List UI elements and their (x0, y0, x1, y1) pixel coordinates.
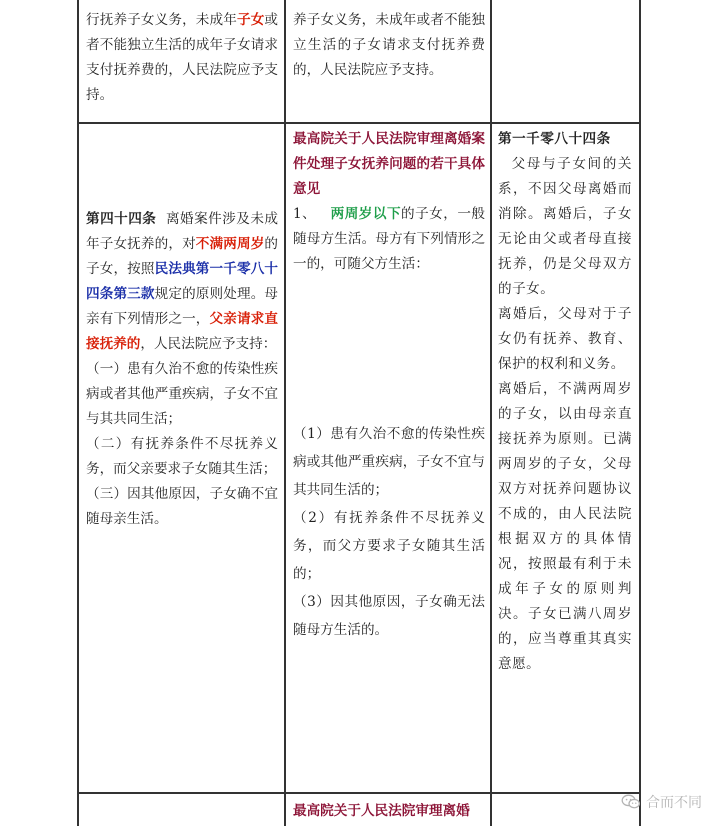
wechat-icon (621, 794, 641, 810)
article-44-text (86, 207, 278, 357)
list-item: （三）因其他原因，子女确不宜随母亲生活。 (86, 486, 278, 527)
opinion-heading: 最高院关于人民法院审理离婚案件处理子女抚养问题的若干具体意见 (293, 131, 485, 197)
list-item: （3）因其他原因，子女确无法随母方生活的。 (293, 594, 485, 638)
list-item: （2）有抚养条件不尽抚养义务，而父方要求子女随其生活的； (293, 510, 485, 582)
text-run: 或者不能独立生活的成年子女请求支付抚养费的，人民法院应予支持。 (86, 12, 279, 103)
highlight-blue: 民法典第一千零八十四条第三款 (86, 261, 279, 302)
row2-col2-cell (293, 127, 485, 277)
article-1084-title: 第一千零八十四条 (498, 131, 611, 147)
row1-col2-text: 养子女义务，未成年或者不能独立生活的子女请求支付抚养费的，人民法院应予支持。 (293, 12, 485, 78)
table-row-divider-2 (77, 792, 640, 794)
highlight-red: 子女 (236, 12, 265, 28)
highlight-red: 父亲请求直接抚养的 (86, 311, 279, 352)
table-border-left (77, 0, 79, 826)
text-run: 规定的原则处理。母亲有下列情形之一， (86, 286, 279, 327)
watermark (621, 792, 702, 812)
text-run: 行抚养子女义务，未成年 (86, 12, 237, 28)
table-row-divider-1 (77, 122, 640, 124)
list-item: （一）患有久治不愈的传染性疾病或者其他严重疾病，子女不宜与其共同生活； (86, 361, 278, 427)
text-run: 的子女，一般随母方生活。母方有下列情形之一的，可随父方生活： (293, 206, 486, 272)
text-run: 1、 (293, 206, 317, 222)
row1-col1-cell (86, 8, 278, 108)
opinion-paragraph (293, 202, 485, 277)
row3-col2-cell (293, 799, 485, 824)
row1-col1-text (86, 8, 278, 108)
row2-col3-cell (498, 127, 632, 677)
table-border-col3 (490, 0, 492, 826)
row1-col2-cell (293, 8, 485, 83)
text-run: ，人民法院应予支持： (140, 336, 277, 352)
list-item: （1）患有久治不愈的传染性疾病或其他严重疾病，子女不宜与其共同生活的； (293, 426, 485, 498)
table-border-right (639, 0, 641, 826)
row2-col1-cell (86, 207, 278, 532)
article-paragraph: 离婚后，父母对于子女仍有抚养、教育、保护的权利和义务。 (498, 306, 632, 372)
row2-col2-list (293, 420, 485, 644)
article-paragraph: 父母与子女间的关系，不因父母离婚而消除。离婚后，子女无论由父或者母直接抚养，仍是父母双方的子女。 (498, 156, 632, 297)
article-title: 第四十四条 (86, 211, 157, 227)
table-border-col2 (284, 0, 286, 826)
opinion-heading: 最高院关于人民法院审理离婚 (293, 803, 470, 819)
text-run: 的子女，按照 (86, 236, 279, 277)
list-item: （二）有抚养条件不尽抚养义务，而父亲要求子女随其生活； (86, 436, 278, 477)
watermark-text: 合而不同 (646, 795, 702, 811)
highlight-green: 两周岁以下 (330, 206, 402, 222)
highlight-red: 不满两周岁 (195, 236, 265, 252)
article-paragraph: 离婚后，不满两周岁的子女，以由母亲直接抚养为原则。已满两周岁的子女，父母双方对抚养问题协议不成的，由人民法院根据双方的具体情况，按照最有利于未成年子女的原则判决。子女已满八周岁的，应当尊重其真实意愿。 (498, 381, 632, 672)
text-run: 离婚案件涉及未成年子女抚养的，对 (86, 211, 278, 252)
